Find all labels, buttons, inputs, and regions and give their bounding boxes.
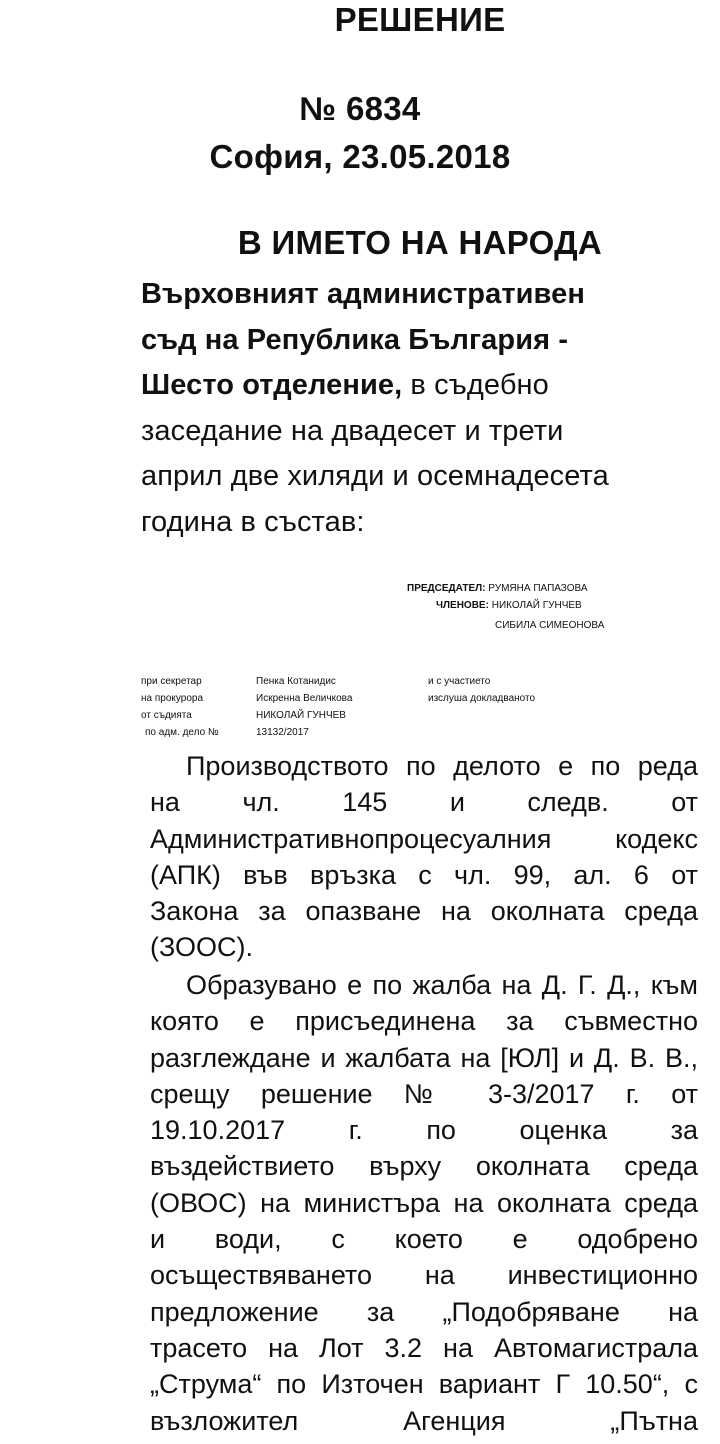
text-line: 19.10.2017 г. по оценка за: [150, 1115, 698, 1146]
text-line: разглеждане и жалбата на [ЮЛ] и Д. В. В.,: [150, 1042, 698, 1073]
intro-line: съд на Република България -: [141, 323, 569, 356]
city-and-date: София, 23.05.2018: [209, 138, 511, 175]
meta-value: 13132/2017: [256, 727, 309, 738]
meta-note: изслуша докладваното: [428, 693, 536, 704]
panel-chair: [407, 582, 588, 595]
text-line: трасето на Лот 3.2 на Автомагистрала: [150, 1332, 698, 1363]
meta-value: Пенка Котанидис: [256, 676, 336, 687]
meta-labels: [141, 673, 219, 741]
text-line: (ОВОС) на министъра на околната среда: [150, 1187, 698, 1218]
meta-label: от съдията: [141, 710, 192, 721]
text-line: Производството по делото е по реда: [186, 751, 698, 781]
intro-line: заседание на двадесет и трети: [141, 414, 564, 447]
text-line: (ЗООС).: [150, 932, 253, 963]
intro-line: година в състав:: [141, 505, 365, 538]
panel-members: [436, 599, 582, 612]
intro-line: Върховният административен: [141, 278, 585, 310]
paragraph-complaint: [150, 967, 698, 1439]
text-line: възложител Агенция „Пътна: [150, 1405, 698, 1436]
meta-label: на прокурора: [141, 693, 204, 704]
text-line: осъществяването на инвестиционно: [150, 1260, 698, 1291]
text-line: въздействието върху околната среда: [150, 1151, 698, 1182]
text-line: Образувано е по жалба на Д. Г. Д., към: [186, 970, 698, 1000]
members-label: ЧЛЕНОВЕ:: [436, 600, 489, 611]
text-line: на чл. 145 и следв. от: [150, 787, 698, 818]
text-line: Административнопроцесуалния кодекс: [150, 823, 698, 854]
intro-line: април две хиляди и осемнадесета: [141, 460, 609, 492]
intro-text: в съдебно: [402, 369, 549, 401]
member-name: СИБИЛА СИМЕОНОВА: [495, 620, 605, 631]
paragraph-procedure: [150, 748, 698, 966]
text-line: която е присъединена за съвместно: [150, 1006, 698, 1037]
meta-label: по адм. дело №: [145, 727, 219, 738]
text-line: предложение за „Подобряване на: [150, 1296, 698, 1327]
meta-right: [428, 673, 535, 707]
court-division: Шесто отделение,: [141, 369, 403, 401]
meta-values: [256, 673, 352, 741]
intro-line: [141, 363, 701, 409]
text-line: (АПК) във връзка с чл. 99, ал. 6 от: [150, 859, 698, 890]
chair-label: ПРЕДСЕДАТЕЛ:: [407, 583, 486, 594]
in-the-name-of-the-people: В ИМЕТО НА НАРОДА: [237, 224, 603, 261]
meta-value: Искренна Величкова: [256, 693, 353, 704]
meta-note: и с участието: [428, 676, 491, 687]
intro-paragraph: [141, 272, 701, 545]
member-name: НИКОЛАЙ ГУНЧЕВ: [491, 600, 582, 611]
text-line: Закона за опазване на околната среда: [150, 896, 698, 927]
meta-label: при секретар: [141, 676, 202, 687]
document-title: РЕШЕНИЕ: [334, 1, 506, 38]
text-line: срещу решение № 3-3/2017 г. от: [150, 1078, 698, 1109]
decision-number: № 6834: [299, 90, 421, 127]
text-line: и води, с което е одобрено: [150, 1224, 698, 1255]
chair-name: РУМЯНА ПАПАЗОВА: [488, 583, 588, 594]
meta-value: НИКОЛАЙ ГУНЧЕВ: [256, 710, 346, 721]
text-line: „Струма“ по Източен вариант Г 10.50“, с: [150, 1369, 698, 1400]
